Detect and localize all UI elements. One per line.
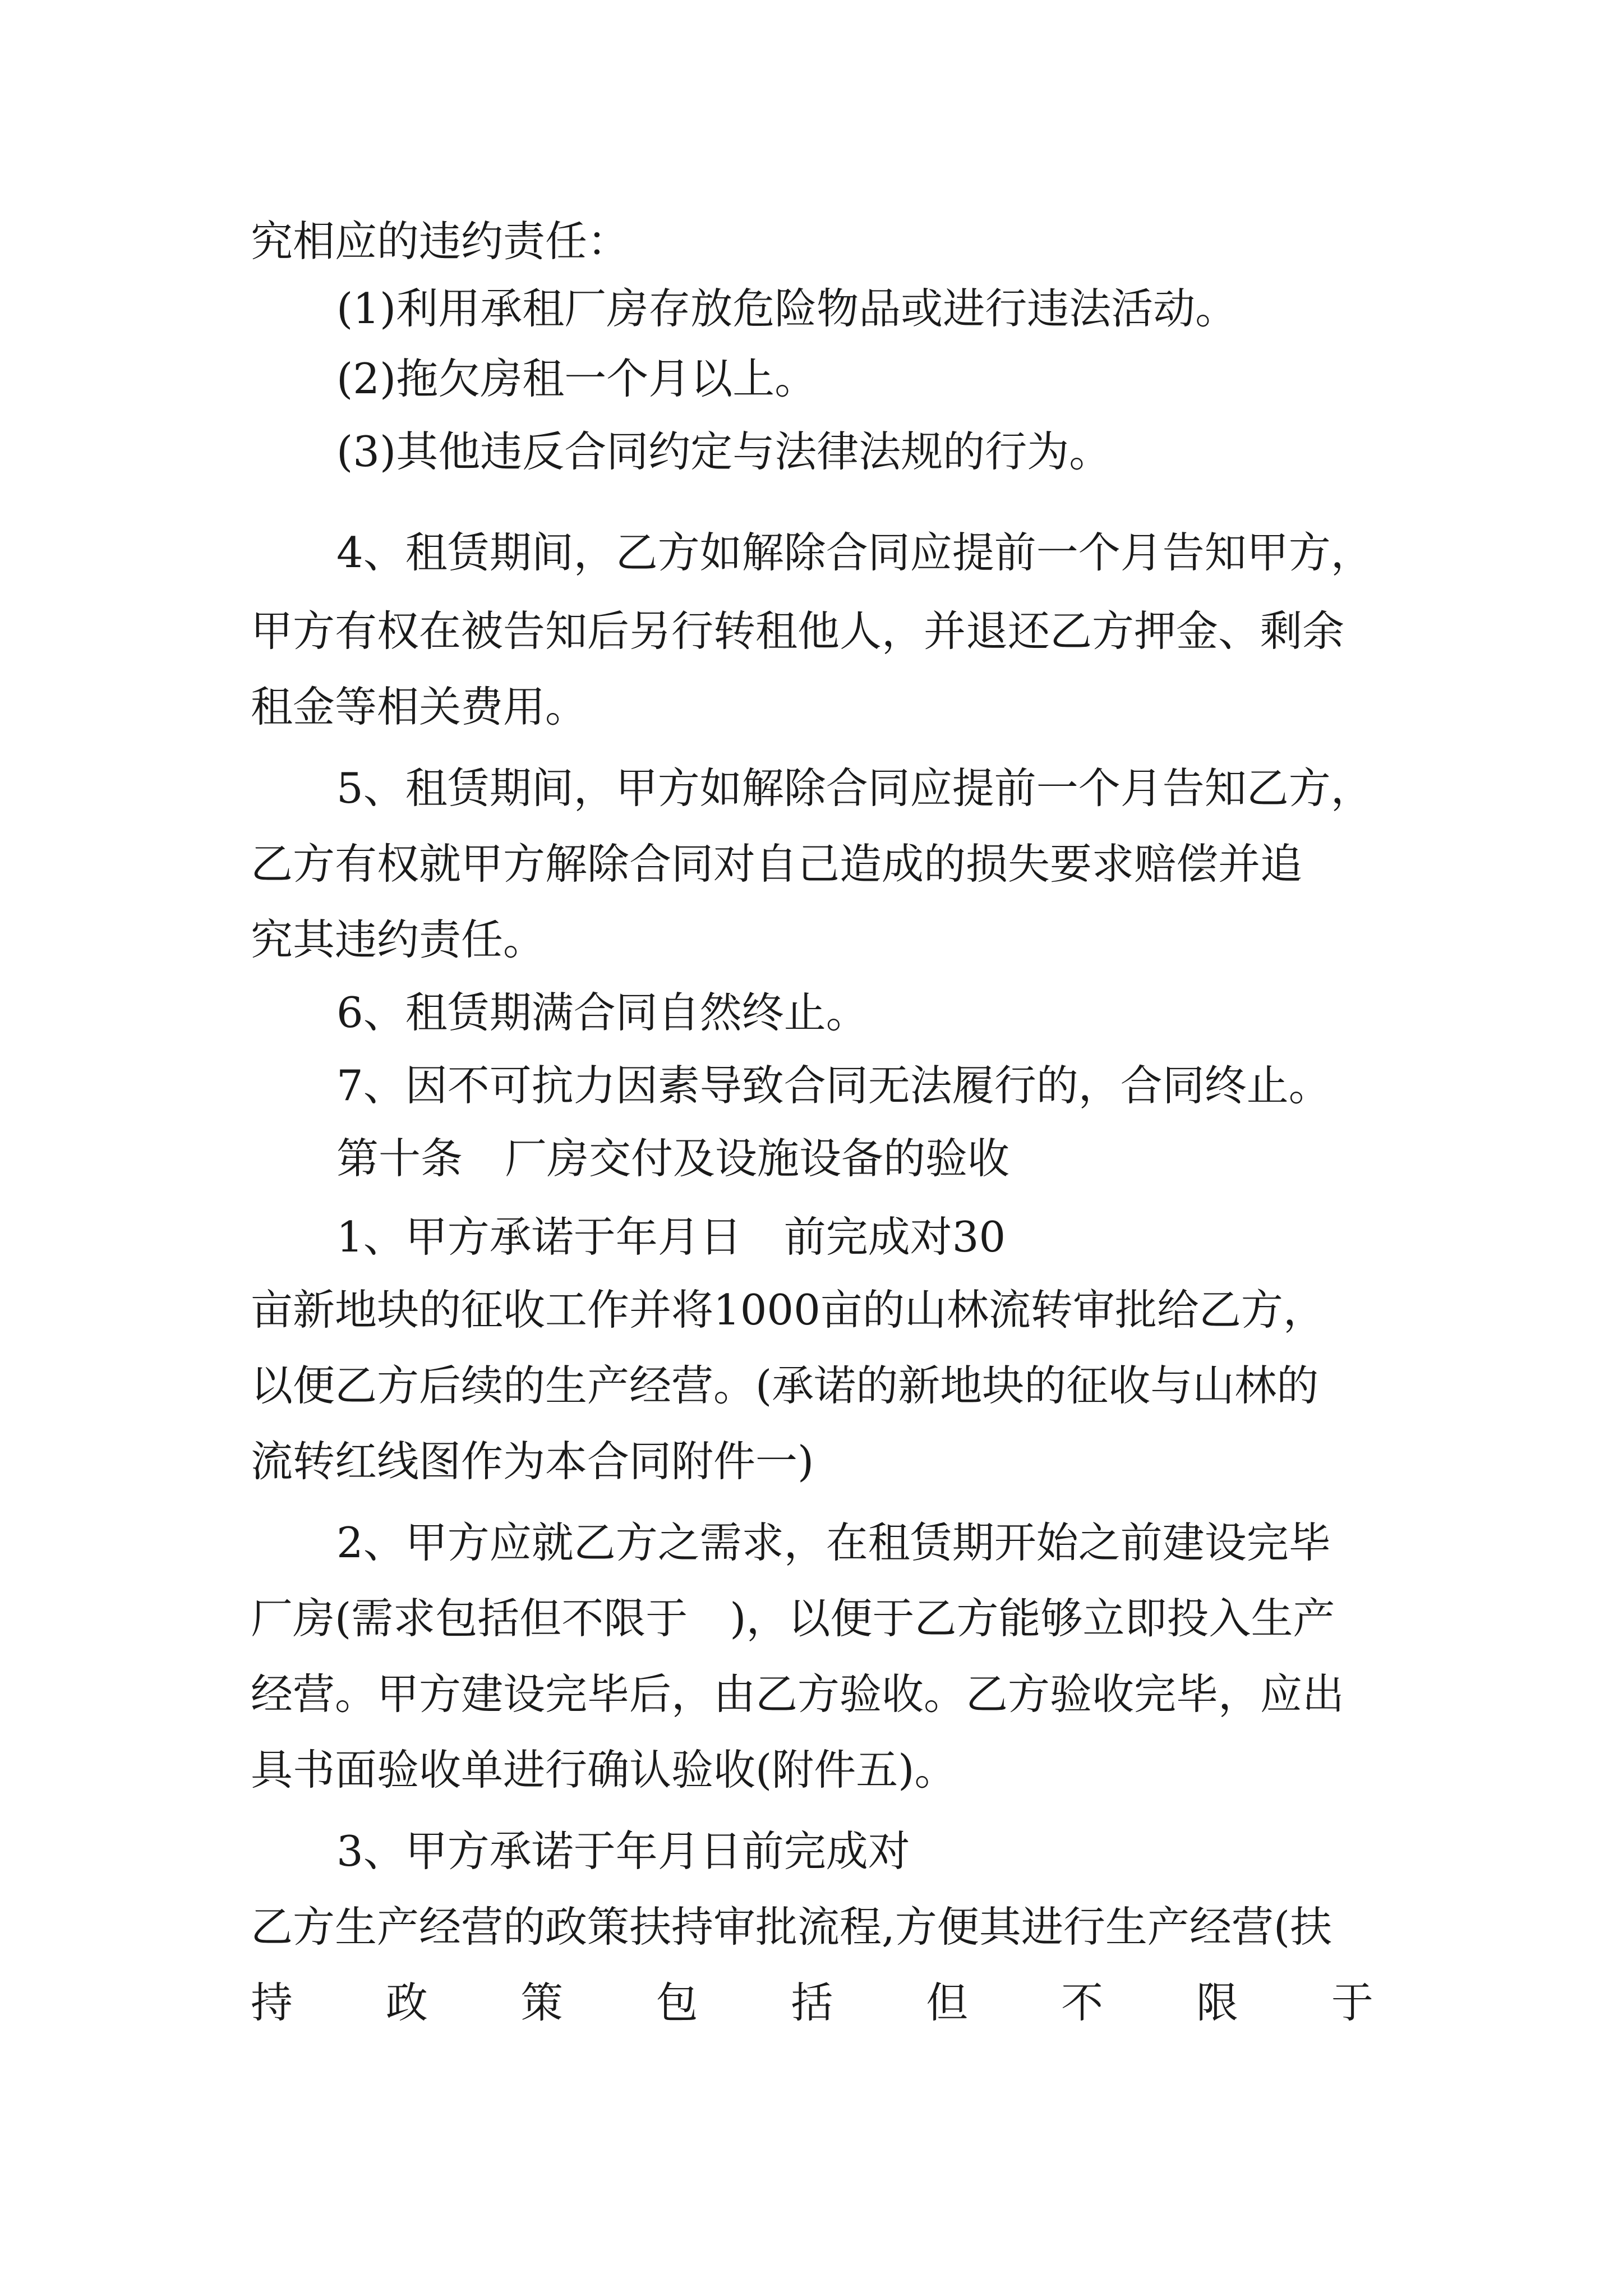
line-part: 月 [657,1212,700,1262]
text-line: 流转红线图作为本合同附件一) [251,1437,814,1486]
text-line-with-blanks [336,1209,1623,1265]
text-line: 5、租赁期间，甲方如解除合同应提前一个月告知乙方， [336,763,1373,813]
text-line: 乙方有权就甲方解除合同对自己造成的损失要求赔偿并追 [251,839,1303,889]
text-line: 究其违约责任。 [251,915,546,964]
text-line: (3)其他违反合同约定与法律法规的行为。 [336,427,1112,476]
spaced-char: 政 [385,1978,428,2027]
spaced-char: 于 [1331,1978,1373,2027]
text-line-with-blanks [336,1823,1623,1879]
text-line: 亩新地块的征收工作并将1000亩的山林流转审批给乙方， [251,1285,1325,1335]
text-line: 具书面验收单进行确认验收(附件五)。 [251,1745,957,1795]
line-part: 1、甲方承诺于 [336,1212,616,1262]
text-line: (1)利用承租厂房存放危险物品或进行违法活动。 [336,284,1238,333]
spaced-char: 持 [251,1978,293,2027]
text-line: 6、租赁期满合同自然终止。 [336,988,868,1037]
spaced-text-line [251,1975,1373,2031]
spaced-char: 包 [656,1978,698,2027]
section-heading: 第十条 厂房交付及设施设备的验收 [336,1134,1010,1183]
spaced-char: 括 [791,1978,833,2027]
line-part: 年 [615,1212,658,1262]
spaced-char: 限 [1196,1978,1239,2027]
text-line: 经营。甲方建设完毕后，由乙方验收。乙方验收完毕，应出 [251,1669,1345,1719]
text-line: 4、租赁期间，乙方如解除合同应提前一个月告知甲方， [336,528,1373,577]
text-line: (2)拖欠房租一个月以上。 [336,354,817,403]
text-line: 2、甲方应就乙方之需求，在租赁期开始之前建设完毕 [336,1518,1331,1567]
line-part: 月 [657,1826,700,1876]
text-line: 厂房(需求包括但不限于 )，以便于乙方能够立即投入生产 [251,1594,1335,1643]
line-part: 日 前完成对30 [699,1212,1006,1262]
spaced-char: 但 [926,1978,969,2027]
text-line: 7、因不可抗力因素导致合同无法履行的，合同终止。 [336,1061,1331,1110]
line-part: 3、甲方承诺于 [336,1826,616,1876]
spaced-char: 不 [1061,1978,1104,2027]
text-line: 乙方生产经营的政策扶持审批流程,方便其进行生产经营(扶 [251,1902,1332,1952]
text-line: 租金等相关费用。 [251,682,588,731]
line-part: 年 [615,1826,658,1876]
line-part: 日前完成对 [699,1826,910,1876]
text-line: 甲方有权在被告知后另行转租他人，并退还乙方押金、剩余 [251,606,1345,656]
text-line: 究相应的违约责任： [251,217,630,266]
text-line: 以便乙方后续的生产经营。(承诺的新地块的征收与山林的 [251,1361,1319,1410]
spaced-char: 策 [520,1978,563,2027]
